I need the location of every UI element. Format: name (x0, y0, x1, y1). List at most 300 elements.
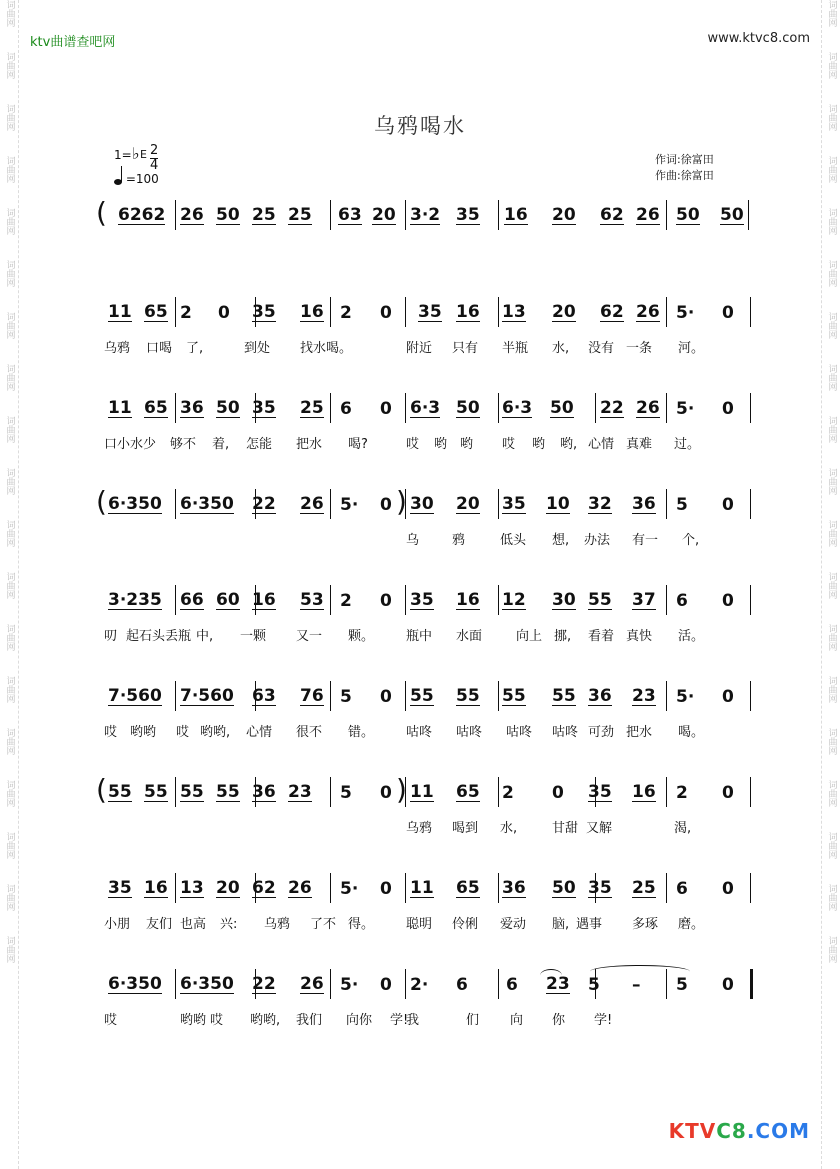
bar-line (498, 297, 499, 327)
note-group: 36 (502, 878, 526, 898)
note-group: 5· (676, 687, 695, 707)
watermark-text: 词曲网 (4, 676, 15, 703)
lyric-syllable: 一条 (626, 341, 653, 356)
note-group: 7·560 (180, 686, 234, 706)
lyrics-line (100, 234, 760, 258)
lyric-syllable: 鸦 (452, 533, 466, 548)
lyrics-line (100, 811, 760, 835)
note-group: 5· (676, 399, 695, 419)
bar-line (405, 681, 406, 711)
note-group: 0 (380, 591, 392, 611)
bar-line (750, 585, 751, 615)
watermark-text: 词曲网 (4, 52, 15, 79)
right-watermark-strip (821, 0, 840, 1169)
note-group: 6·3 (502, 398, 533, 418)
key-signature (114, 143, 159, 173)
note-group: 6 (506, 975, 518, 995)
bar-line (498, 393, 499, 423)
lyric-syllable: 我们 (296, 1013, 323, 1028)
note-group: 35 (456, 205, 480, 225)
lyrics-line (100, 715, 760, 739)
time-top: 2 (150, 143, 159, 158)
lyric-syllable: 遇事 (576, 917, 603, 932)
note-group: 2· (410, 975, 429, 995)
bar-line (405, 297, 406, 327)
lyricist: 作词:徐富田 (655, 153, 714, 166)
lyric-syllable: 咕咚 (552, 725, 579, 740)
lyric-syllable: 们 (466, 1013, 480, 1028)
bar-line (750, 681, 751, 711)
lyric-syllable: 又一 (296, 629, 323, 644)
lyric-syllable: 看着 (588, 629, 615, 644)
note-group: 16 (456, 590, 480, 610)
lyric-syllable: 把水 (296, 437, 323, 452)
lyric-syllable: 得。 (348, 917, 375, 932)
watermark-text: 词曲网 (4, 468, 15, 495)
lyric-syllable: 想, (552, 533, 570, 548)
note-group: 65 (456, 878, 480, 898)
watermark-text: 词曲网 (4, 312, 15, 339)
bar-line (330, 585, 331, 615)
watermark-text: 词曲网 (4, 0, 15, 27)
note-group: 35 (418, 302, 442, 322)
lyric-syllable: 你 (552, 1013, 566, 1028)
watermark-text: 词曲网 (826, 208, 837, 235)
score-system (96, 773, 760, 836)
note-group: 25 (300, 398, 324, 418)
logo-part-ktv: KTV (668, 1119, 717, 1143)
bar-line (175, 681, 176, 711)
note-group: 5 (340, 687, 352, 707)
note-group: 0 (380, 303, 392, 323)
bar-line (330, 393, 331, 423)
lyric-syllable: 哟哟, (250, 1013, 281, 1028)
note-group: 0 (380, 399, 392, 419)
watermark-text: 词曲网 (4, 936, 15, 963)
lyric-syllable: 学! (594, 1013, 613, 1028)
note-group: 23 (546, 974, 570, 994)
lyric-syllable: 向 (510, 1013, 524, 1028)
bar-line (748, 200, 749, 230)
lyric-syllable: 河。 (678, 341, 705, 356)
note-group: 50 (552, 878, 576, 898)
lyric-syllable: 哎 (104, 1013, 118, 1028)
watermark-text: 词曲网 (4, 260, 15, 287)
watermark-text: 词曲网 (4, 416, 15, 443)
lyric-syllable: 口喝 (146, 341, 173, 356)
score-system (100, 967, 760, 1027)
bar-line (175, 393, 176, 423)
note-group: 37 (632, 590, 656, 610)
watermark-text: 词曲网 (826, 624, 837, 651)
footer-logo (669, 1119, 810, 1143)
song-title: 乌鸦喝水 (374, 114, 466, 138)
note-group: 0 (722, 591, 734, 611)
note-group: 26 (300, 974, 324, 994)
note-group: 0 (722, 783, 734, 803)
note-group: 26 (180, 205, 204, 225)
lyric-syllable: 低头 (500, 533, 527, 548)
score-system (100, 295, 760, 355)
lyric-syllable: 乌鸦 (264, 917, 291, 932)
key-prefix: 1= (114, 148, 132, 162)
note-group: 5 (676, 975, 688, 995)
lyric-syllable: 心情 (588, 437, 615, 452)
note-group: 26 (300, 494, 324, 514)
lyric-syllable: 哟哟, (200, 725, 231, 740)
left-watermark-strip (0, 0, 19, 1169)
note-group: 20 (456, 494, 480, 514)
bar-line (175, 777, 176, 807)
composer: 作曲:徐富田 (655, 169, 714, 182)
note-group: 25 (252, 205, 276, 225)
notation-line (100, 871, 760, 907)
lyric-syllable: 哟, (560, 437, 578, 452)
lyric-syllable: 水, (500, 821, 518, 836)
lyric-syllable: 喝到 (452, 821, 479, 836)
note-group: 2 (502, 783, 514, 803)
note-group: 5· (676, 303, 695, 323)
note-group: 6·350 (180, 494, 234, 514)
note-group: 2 (340, 303, 352, 323)
lyrics-line (100, 619, 760, 643)
note-group: 6 (676, 591, 688, 611)
notation-line (100, 295, 760, 331)
lyric-syllable: 水面 (456, 629, 483, 644)
watermark-text: 词曲网 (4, 520, 15, 547)
note-group: – (632, 975, 641, 995)
note-group: 25 (632, 878, 656, 898)
note-group: 50 (676, 205, 700, 225)
note-group: 5 (676, 495, 688, 515)
lyric-syllable: 咕咚 (506, 725, 533, 740)
bar-line (750, 873, 751, 903)
tie-mark (590, 965, 690, 978)
note-group: 60 (216, 590, 240, 610)
note-group: 12 (502, 590, 526, 610)
note-group: 65 (144, 398, 168, 418)
note-group: 6 (340, 399, 352, 419)
lyric-syllable: 了, (186, 341, 204, 356)
note-group: 11 (108, 302, 132, 322)
lyric-syllable: 一颗 (240, 629, 267, 644)
lyric-syllable: 错。 (348, 725, 375, 740)
note-group: 13 (180, 878, 204, 898)
lyric-syllable: 伶俐 (452, 917, 479, 932)
bar-line (498, 585, 499, 615)
lyric-syllable: 向你 (346, 1013, 373, 1028)
note-group: 0 (380, 495, 392, 515)
note-group: 10 (546, 494, 570, 514)
lyric-syllable: 很不 (296, 725, 323, 740)
bar-line (666, 489, 667, 519)
note-group: 16 (456, 302, 480, 322)
credits (655, 152, 714, 184)
lyric-syllable: 瓶中 (406, 629, 433, 644)
watermark-text: 词曲网 (826, 52, 837, 79)
note-group: 3·2 (410, 205, 441, 225)
repeat-paren-close: ) (396, 773, 407, 806)
bar-line (595, 393, 596, 423)
watermark-text: 词曲网 (4, 832, 15, 859)
slur-mark (540, 969, 562, 982)
note-group: 0 (722, 495, 734, 515)
note-group: 0 (552, 783, 564, 803)
notation-line (100, 583, 760, 619)
note-group: 50 (550, 398, 574, 418)
note-group: 13 (502, 302, 526, 322)
lyric-syllable: 只有 (452, 341, 479, 356)
watermark-text: 词曲网 (4, 156, 15, 183)
watermark-text: 词曲网 (4, 624, 15, 651)
lyric-syllable: 友们 (146, 917, 173, 932)
bar-line (330, 297, 331, 327)
bar-line (750, 777, 751, 807)
note-group: 32 (588, 494, 612, 514)
lyric-syllable: 半瓶 (502, 341, 529, 356)
watermark-text: 词曲网 (4, 728, 15, 755)
note-group: 0 (380, 687, 392, 707)
lyrics-line (100, 1003, 760, 1027)
lyric-syllable: 向上 (516, 629, 543, 644)
bar-line (498, 200, 499, 230)
note-group: 35 (108, 878, 132, 898)
lyric-syllable: 够不 (170, 437, 197, 452)
lyric-syllable: 爱动 (500, 917, 527, 932)
note-group: 30 (410, 494, 434, 514)
bar-line (405, 969, 406, 999)
note-group: 55 (180, 782, 204, 802)
note-group: 55 (456, 686, 480, 706)
note-group: 0 (380, 879, 392, 899)
bar-line (666, 873, 667, 903)
notation-line (100, 967, 760, 1003)
note-group: 0 (380, 783, 392, 803)
lyric-syllable: 哟哟 (180, 1013, 207, 1028)
lyric-syllable: 挪, (554, 629, 572, 644)
tempo-value: =100 (125, 172, 159, 186)
note-group: 55 (144, 782, 168, 802)
bar-line (666, 681, 667, 711)
note-group: 35 (252, 302, 276, 322)
bar-line (175, 297, 176, 327)
lyric-syllable: 有一 (632, 533, 659, 548)
lyric-syllable: 喝。 (678, 725, 705, 740)
note-group: 50 (720, 205, 744, 225)
bar-line (330, 200, 331, 230)
note-group: 55 (410, 686, 434, 706)
lyric-syllable: 兴: (220, 917, 238, 932)
lyric-syllable: 真快 (626, 629, 653, 644)
watermark-text: 词曲网 (826, 364, 837, 391)
note-group: 6·350 (108, 494, 162, 514)
note-group: 22 (252, 494, 276, 514)
bar-line (666, 393, 667, 423)
watermark-text: 词曲网 (4, 104, 15, 131)
bar-line (498, 969, 499, 999)
note-group: 5· (340, 879, 359, 899)
note-group: 2 (676, 783, 688, 803)
lyric-syllable: 把水 (626, 725, 653, 740)
note-group: 55 (108, 782, 132, 802)
notation-line (100, 679, 760, 715)
bar-line (666, 200, 667, 230)
score-system (100, 679, 760, 739)
note-group: 62 (252, 878, 276, 898)
note-group: 26 (288, 878, 312, 898)
lyric-syllable: 乌鸦 (406, 821, 433, 836)
watermark-text: 词曲网 (826, 676, 837, 703)
site-name-left[interactable]: ktv曲谱查吧网 (30, 35, 116, 50)
note-group: 26 (636, 302, 660, 322)
note-group: 0 (722, 687, 734, 707)
lyric-syllable: 喝? (348, 437, 368, 452)
score-system (100, 391, 760, 451)
note-group: 63 (252, 686, 276, 706)
lyric-syllable: 颗。 (348, 629, 375, 644)
bar-line (666, 585, 667, 615)
repeat-paren-open: ( (96, 196, 107, 229)
repeat-paren-open: ( (96, 485, 107, 518)
bar-line (750, 393, 751, 423)
note-group: 66 (180, 590, 204, 610)
note-group: 16 (252, 590, 276, 610)
watermark-text: 词曲网 (826, 104, 837, 131)
note-group: 76 (300, 686, 324, 706)
watermark-text: 词曲网 (4, 780, 15, 807)
bar-line (750, 297, 751, 327)
note-group: 5 (340, 783, 352, 803)
note-group: 35 (588, 878, 612, 898)
lyric-syllable: 脑, (552, 917, 570, 932)
note-group: 35 (588, 782, 612, 802)
watermark-text: 词曲网 (826, 884, 837, 911)
lyric-syllable: 心情 (246, 725, 273, 740)
lyric-syllable: 起石头丢瓶 (126, 629, 192, 644)
note-group: 0 (722, 975, 734, 995)
bar-line (498, 873, 499, 903)
watermark-text: 词曲网 (4, 884, 15, 911)
note-group: 5 (588, 975, 600, 995)
lyric-syllable: 乌鸦 (104, 341, 131, 356)
note-group: 25 (288, 205, 312, 225)
note-group: 65 (456, 782, 480, 802)
lyric-syllable: 哎 (406, 437, 420, 452)
lyrics-line (100, 331, 760, 355)
notation-line (100, 391, 760, 427)
note-group: 6262 (118, 205, 166, 225)
note-group: 6 (676, 879, 688, 899)
note-group: 16 (632, 782, 656, 802)
lyric-syllable: 口小水少 (104, 437, 157, 452)
note-group: 36 (252, 782, 276, 802)
score-system (100, 871, 760, 931)
note-group: 55 (502, 686, 526, 706)
lyric-syllable: 过。 (674, 437, 701, 452)
bar-line (175, 969, 176, 999)
lyric-syllable: 聪明 (406, 917, 433, 932)
lyric-syllable: 哎 (502, 437, 516, 452)
watermark-text: 词曲网 (4, 364, 15, 391)
note-group: 22 (600, 398, 624, 418)
watermark-text: 词曲网 (826, 0, 837, 27)
lyric-syllable: 又解 (586, 821, 613, 836)
note-group: 53 (300, 590, 324, 610)
note-group: 0 (722, 399, 734, 419)
watermark-text: 词曲网 (826, 312, 837, 339)
bar-line (330, 969, 331, 999)
note-group: 26 (636, 205, 660, 225)
lyric-syllable: 哎 (104, 725, 118, 740)
quarter-note-icon (114, 179, 122, 185)
bar-line (330, 777, 331, 807)
lyric-syllable: 学! (390, 1013, 409, 1028)
watermark-text: 词曲网 (826, 520, 837, 547)
score-system (100, 583, 760, 643)
lyric-syllable: 多琢 (632, 917, 659, 932)
lyric-syllable: 哟 (434, 437, 448, 452)
bar-line (666, 777, 667, 807)
lyric-syllable: 叨 (104, 629, 118, 644)
note-group: 55 (216, 782, 240, 802)
note-group: 11 (410, 782, 434, 802)
note-group: 23 (632, 686, 656, 706)
lyric-syllable: 乌 (406, 533, 420, 548)
note-group: 5· (340, 975, 359, 995)
note-group: 11 (410, 878, 434, 898)
lyric-syllable: 哎 (210, 1013, 224, 1028)
bar-line (405, 393, 406, 423)
key-note: E (140, 148, 147, 161)
score-system (96, 485, 760, 548)
note-group: 35 (410, 590, 434, 610)
lyric-syllable: 咕咚 (456, 725, 483, 740)
repeat-paren-open: ( (96, 773, 107, 806)
lyric-syllable: 活。 (678, 629, 705, 644)
watermark-text: 词曲网 (826, 260, 837, 287)
note-group: 35 (502, 494, 526, 514)
note-group: 63 (338, 205, 362, 225)
note-group: 2 (180, 303, 192, 323)
bar-line (750, 489, 751, 519)
note-group: 20 (552, 302, 576, 322)
score-system (96, 196, 760, 258)
lyric-syllable: 可劲 (588, 725, 615, 740)
notation-line (96, 773, 760, 811)
logo-part-com: .COM (746, 1119, 810, 1143)
lyric-syllable: 渴, (674, 821, 692, 836)
bar-line (666, 297, 667, 327)
note-group: 36 (588, 686, 612, 706)
site-url-right[interactable]: www.ktvc8.com (707, 31, 810, 46)
bar-line (175, 585, 176, 615)
time-bottom: 4 (150, 158, 159, 173)
watermark-text: 词曲网 (826, 780, 837, 807)
lyric-syllable: 没有 (588, 341, 615, 356)
lyric-syllable: 哟 (460, 437, 474, 452)
note-group: 30 (552, 590, 576, 610)
lyric-syllable: 到处 (244, 341, 271, 356)
lyric-syllable: 找水喝。 (300, 341, 353, 356)
watermark-text: 词曲网 (826, 156, 837, 183)
note-group: 0 (722, 879, 734, 899)
logo-part-c8: C8 (716, 1119, 747, 1143)
note-group: 0 (722, 303, 734, 323)
lyric-syllable: 磨。 (678, 917, 705, 932)
note-group: 6·3 (410, 398, 441, 418)
notation-line (96, 485, 760, 523)
time-signature (150, 144, 158, 173)
